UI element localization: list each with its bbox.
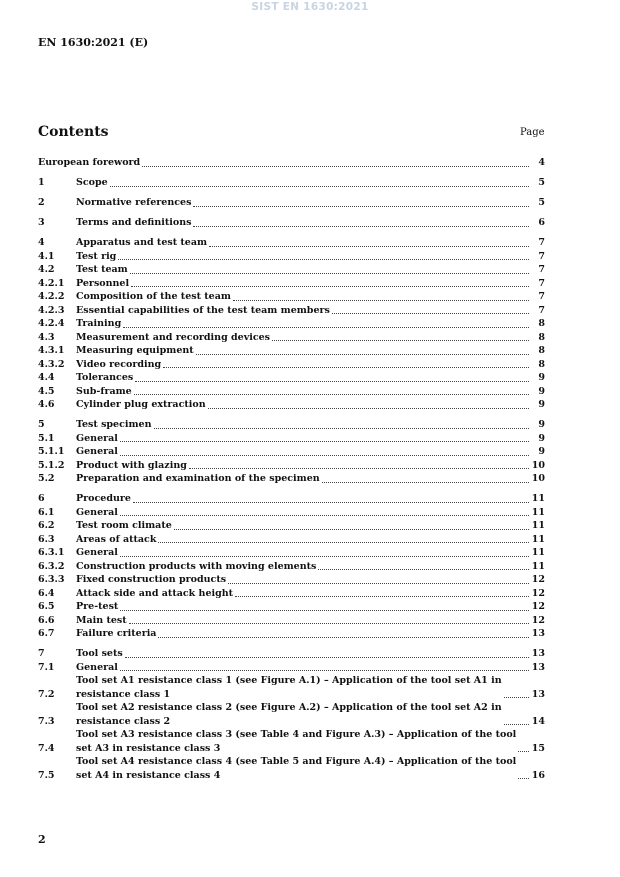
- toc-entry-page: 9: [538, 432, 545, 444]
- toc-entry-number: 7.4: [38, 742, 55, 754]
- toc-entry-number: 5.2: [38, 473, 55, 484]
- toc-entry-title: Essential capabilities of the test team members: [76, 304, 330, 316]
- toc-entry-number: 4.3.1: [38, 345, 65, 356]
- toc-entry-title: Tool set A2 resistance class 2 (see Figure A.2) – Application of the tool set A2 in resistance class 2: [76, 702, 502, 727]
- toc-entry-number: 6.3: [38, 533, 55, 545]
- toc-entry[interactable]: [38, 519, 545, 533]
- toc-leader-dots: [158, 542, 529, 543]
- toc-entry-title: Failure criteria: [76, 628, 157, 639]
- toc-entry-title: Test team: [76, 264, 128, 275]
- toc-entry-title: General: [76, 446, 118, 457]
- toc-leader-dots: [233, 300, 529, 301]
- toc-entry[interactable]: [38, 385, 545, 399]
- toc-entry-number: 7.1: [38, 661, 55, 673]
- toc-leader-dots: [518, 778, 529, 779]
- toc-entry-title: European foreword: [38, 157, 141, 168]
- toc-entry-number: 4.2.1: [38, 277, 65, 289]
- toc-entry-number: 7.5: [38, 769, 55, 781]
- toc-entry-title: Measurement and recording devices: [76, 331, 271, 343]
- toc-leader-dots: [120, 610, 529, 611]
- toc-entry-number: 6.1: [38, 506, 55, 518]
- toc-entry-number: 6: [38, 493, 45, 504]
- table-of-contents: [38, 156, 545, 782]
- toc-entry[interactable]: [38, 674, 545, 701]
- toc-entry[interactable]: [38, 647, 545, 661]
- toc-entry-number: 5.1.1: [38, 446, 65, 457]
- toc-entry[interactable]: [38, 418, 545, 432]
- toc-entry-number: 4.2.3: [38, 304, 65, 316]
- toc-entry-number: 6.3.2: [38, 560, 65, 572]
- toc-leader-dots: [134, 394, 529, 395]
- toc-entry-number: 6.3.1: [38, 547, 65, 558]
- toc-entry-page: 13: [531, 661, 545, 673]
- toc-entry-page: 16: [531, 769, 545, 781]
- toc-leader-dots: [322, 482, 529, 483]
- toc-entry-number: 7.2: [38, 688, 55, 700]
- toc-leader-dots: [142, 166, 529, 167]
- toc-leader-dots: [120, 441, 529, 442]
- toc-leader-dots: [504, 724, 529, 725]
- toc-entry[interactable]: [38, 492, 545, 506]
- toc-entry-title: Tool sets: [76, 648, 123, 659]
- toc-entry[interactable]: [38, 398, 545, 412]
- toc-entry-title: Construction products with moving elements: [76, 560, 317, 572]
- toc-entry-number: 4.1: [38, 250, 55, 262]
- toc-leader-dots: [174, 529, 529, 530]
- toc-entry-number: 6.7: [38, 628, 55, 639]
- toc-entry-number: 2: [38, 197, 45, 208]
- toc-entry-page: 11: [531, 506, 545, 518]
- toc-entry[interactable]: [38, 263, 545, 277]
- toc-entry-number: 5.1: [38, 432, 55, 444]
- toc-entry-title: Video recording: [76, 358, 162, 370]
- toc-entry-title: Tolerances: [76, 372, 134, 383]
- toc-entry-number: 6.6: [38, 614, 55, 626]
- toc-entry[interactable]: [38, 472, 545, 486]
- toc-leader-dots: [158, 637, 529, 638]
- toc-entry-title: Preparation and examination of the specimen: [76, 473, 320, 484]
- toc-entry-page: 11: [531, 533, 545, 545]
- toc-entry-page: 7: [538, 304, 545, 316]
- toc-entry[interactable]: [38, 344, 545, 358]
- toc-entry[interactable]: [38, 445, 545, 459]
- toc-entry[interactable]: [38, 728, 545, 755]
- toc-entry-title: Apparatus and test team: [76, 237, 208, 248]
- toc-entry-title: General: [76, 432, 118, 444]
- toc-entry-title: Main test: [76, 614, 127, 626]
- toc-leader-dots: [235, 596, 529, 597]
- toc-entry-page: 7: [538, 237, 545, 248]
- toc-entry-title: Cylinder plug extraction: [76, 399, 206, 410]
- toc-leader-dots: [208, 408, 529, 409]
- toc-entry-page: 8: [538, 331, 545, 343]
- toc-entry-title: Attack side and attack height: [76, 587, 234, 599]
- toc-entry-number: 4.4: [38, 372, 55, 383]
- toc-entry-title: Tool set A4 resistance class 4 (see Table 5 and Figure A.4) – Application of the tool set A4 in resistance class 4: [76, 756, 517, 781]
- toc-entry-page: 10: [531, 473, 545, 484]
- toc-leader-dots: [120, 670, 529, 671]
- document-header: EN 1630:2021 (E): [38, 36, 149, 49]
- toc-leader-dots: [504, 697, 529, 698]
- toc-entry-page: 11: [531, 493, 545, 504]
- toc-leader-dots: [120, 515, 529, 516]
- toc-entry-page: 7: [538, 291, 545, 302]
- toc-entry-title: Test room climate: [76, 520, 172, 531]
- toc-entry-number: 4.6: [38, 399, 55, 410]
- toc-entry-title: Tool set A1 resistance class 1 (see Figure A.1) – Application of the tool set A1 in resistance class 1: [76, 675, 502, 700]
- toc-entry-number: 4.5: [38, 385, 55, 397]
- toc-entry-page: 9: [538, 419, 545, 430]
- toc-entry-number: 6.5: [38, 601, 55, 612]
- toc-entry-page: 11: [531, 520, 545, 531]
- toc-entry-title: Product with glazing: [76, 459, 187, 471]
- toc-entry-title: Personnel: [76, 277, 130, 289]
- toc-entry-page: 9: [538, 399, 545, 410]
- toc-entry-title: Scope: [76, 177, 108, 188]
- toc-leader-dots: [332, 313, 529, 314]
- toc-leader-dots: [272, 340, 529, 341]
- toc-entry[interactable]: [38, 587, 545, 601]
- toc-entry[interactable]: [38, 432, 545, 446]
- toc-leader-dots: [154, 428, 530, 429]
- toc-entry[interactable]: [38, 600, 545, 614]
- toc-entry-page: 13: [531, 648, 545, 659]
- toc-entry[interactable]: [38, 304, 545, 318]
- toc-entry-number: 4.2.2: [38, 291, 65, 302]
- toc-entry[interactable]: [38, 156, 545, 170]
- toc-entry-page: 14: [531, 715, 545, 727]
- toc-leader-dots: [110, 186, 529, 187]
- toc-entry-page: 12: [531, 574, 545, 585]
- toc-leader-dots: [209, 246, 529, 247]
- toc-entry-page: 7: [538, 250, 545, 262]
- toc-leader-dots: [120, 556, 529, 557]
- toc-entry-number: 6.2: [38, 520, 55, 531]
- toc-entry[interactable]: [38, 331, 545, 345]
- toc-entry-title: Measuring equipment: [76, 345, 194, 356]
- toc-entry-number: 4.2.4: [38, 318, 65, 329]
- toc-entry-page: 5: [538, 177, 545, 188]
- toc-entry[interactable]: [38, 661, 545, 675]
- toc-entry-page: 7: [538, 277, 545, 289]
- toc-leader-dots: [135, 381, 529, 382]
- toc-entry-page: 12: [531, 614, 545, 626]
- toc-entry[interactable]: [38, 358, 545, 372]
- toc-entry-page: 8: [538, 345, 545, 356]
- toc-entry-number: 4.3.2: [38, 358, 65, 370]
- toc-leader-dots: [193, 226, 529, 227]
- toc-entry-title: General: [76, 506, 118, 518]
- toc-entry-number: 1: [38, 177, 45, 188]
- toc-entry[interactable]: [38, 506, 545, 520]
- toc-entry-number: 6.3.3: [38, 574, 65, 585]
- toc-entry[interactable]: [38, 546, 545, 560]
- toc-leader-dots: [123, 327, 529, 328]
- toc-entry[interactable]: [38, 701, 545, 728]
- toc-entry-title: Tool set A3 resistance class 3 (see Table 4 and Figure A.3) – Application of the tool set A3 in resistance class 3: [76, 729, 517, 754]
- toc-entry-page: 12: [531, 601, 545, 612]
- toc-entry[interactable]: [38, 459, 545, 473]
- toc-entry-page: 5: [538, 197, 545, 208]
- toc-entry[interactable]: [38, 560, 545, 574]
- toc-entry-number: 3: [38, 217, 45, 228]
- toc-entry-page: 13: [531, 628, 545, 639]
- page-number: 2: [38, 833, 46, 846]
- toc-entry-number: 7.3: [38, 715, 55, 727]
- toc-entry-page: 9: [538, 385, 545, 397]
- toc-entry-page: 11: [531, 547, 545, 558]
- toc-entry[interactable]: [38, 317, 545, 331]
- watermark: SIST EN 1630:2021: [251, 1, 369, 13]
- toc-leader-dots: [130, 273, 529, 274]
- toc-entry-number: 5.1.2: [38, 459, 65, 471]
- toc-entry[interactable]: [38, 277, 545, 291]
- contents-title: Contents: [38, 124, 109, 140]
- toc-leader-dots: [196, 354, 529, 355]
- toc-entry-number: 6.4: [38, 587, 55, 599]
- toc-entry-number: 5: [38, 419, 45, 430]
- toc-entry-title: Training: [76, 318, 122, 329]
- toc-entry-page: 8: [538, 358, 545, 370]
- toc-entry-page: 7: [538, 264, 545, 275]
- toc-entry-page: 6: [538, 217, 545, 228]
- toc-entry-number: 7: [38, 648, 45, 659]
- toc-entry-number: 4: [38, 237, 45, 248]
- toc-entry[interactable]: [38, 573, 545, 587]
- page-column-label: Page: [520, 127, 545, 138]
- toc-entry[interactable]: [38, 250, 545, 264]
- toc-entry-title: Sub-frame: [76, 385, 132, 397]
- toc-leader-dots: [228, 583, 529, 584]
- toc-leader-dots: [118, 259, 529, 260]
- toc-leader-dots: [131, 286, 529, 287]
- toc-entry-page: 12: [531, 587, 545, 599]
- toc-entry[interactable]: [38, 533, 545, 547]
- toc-entry[interactable]: [38, 216, 545, 230]
- toc-entry-page: 8: [538, 318, 545, 329]
- toc-entry-title: Pre-test: [76, 601, 119, 612]
- toc-entry-page: 11: [531, 560, 545, 572]
- toc-leader-dots: [125, 657, 529, 658]
- toc-entry[interactable]: [38, 614, 545, 628]
- toc-leader-dots: [129, 623, 529, 624]
- toc-entry[interactable]: [38, 290, 545, 304]
- toc-entry[interactable]: [38, 627, 545, 641]
- toc-entry-page: 4: [538, 157, 545, 168]
- toc-leader-dots: [189, 468, 529, 469]
- toc-leader-dots: [193, 206, 529, 207]
- toc-entry-page: 13: [531, 688, 545, 700]
- toc-leader-dots: [133, 502, 529, 503]
- toc-entry-page: 10: [531, 459, 545, 471]
- toc-entry-page: 9: [538, 446, 545, 457]
- toc-leader-dots: [518, 751, 529, 752]
- toc-entry[interactable]: [38, 196, 545, 210]
- toc-entry[interactable]: [38, 176, 545, 190]
- toc-entry-number: 4.2: [38, 264, 55, 275]
- toc-entry[interactable]: [38, 236, 545, 250]
- toc-entry-title: General: [76, 661, 118, 673]
- toc-entry-title: Composition of the test team: [76, 291, 231, 302]
- toc-entry-page: 15: [531, 742, 545, 754]
- toc-entry-title: Fixed construction products: [76, 574, 227, 585]
- toc-entry-title: Areas of attack: [76, 533, 157, 545]
- toc-entry-title: Terms and definitions: [76, 217, 192, 228]
- toc-entry-page: 9: [538, 372, 545, 383]
- toc-entry-title: Procedure: [76, 493, 131, 504]
- toc-leader-dots: [163, 367, 529, 368]
- toc-entry[interactable]: [38, 371, 545, 385]
- toc-leader-dots: [120, 455, 529, 456]
- toc-entry-title: Normative references: [76, 197, 192, 208]
- toc-entry-title: Test specimen: [76, 419, 152, 430]
- toc-entry-title: Test rig: [76, 250, 117, 262]
- toc-leader-dots: [318, 569, 529, 570]
- toc-entry-title: General: [76, 547, 118, 558]
- toc-entry[interactable]: [38, 755, 545, 782]
- toc-entry-number: 4.3: [38, 331, 55, 343]
